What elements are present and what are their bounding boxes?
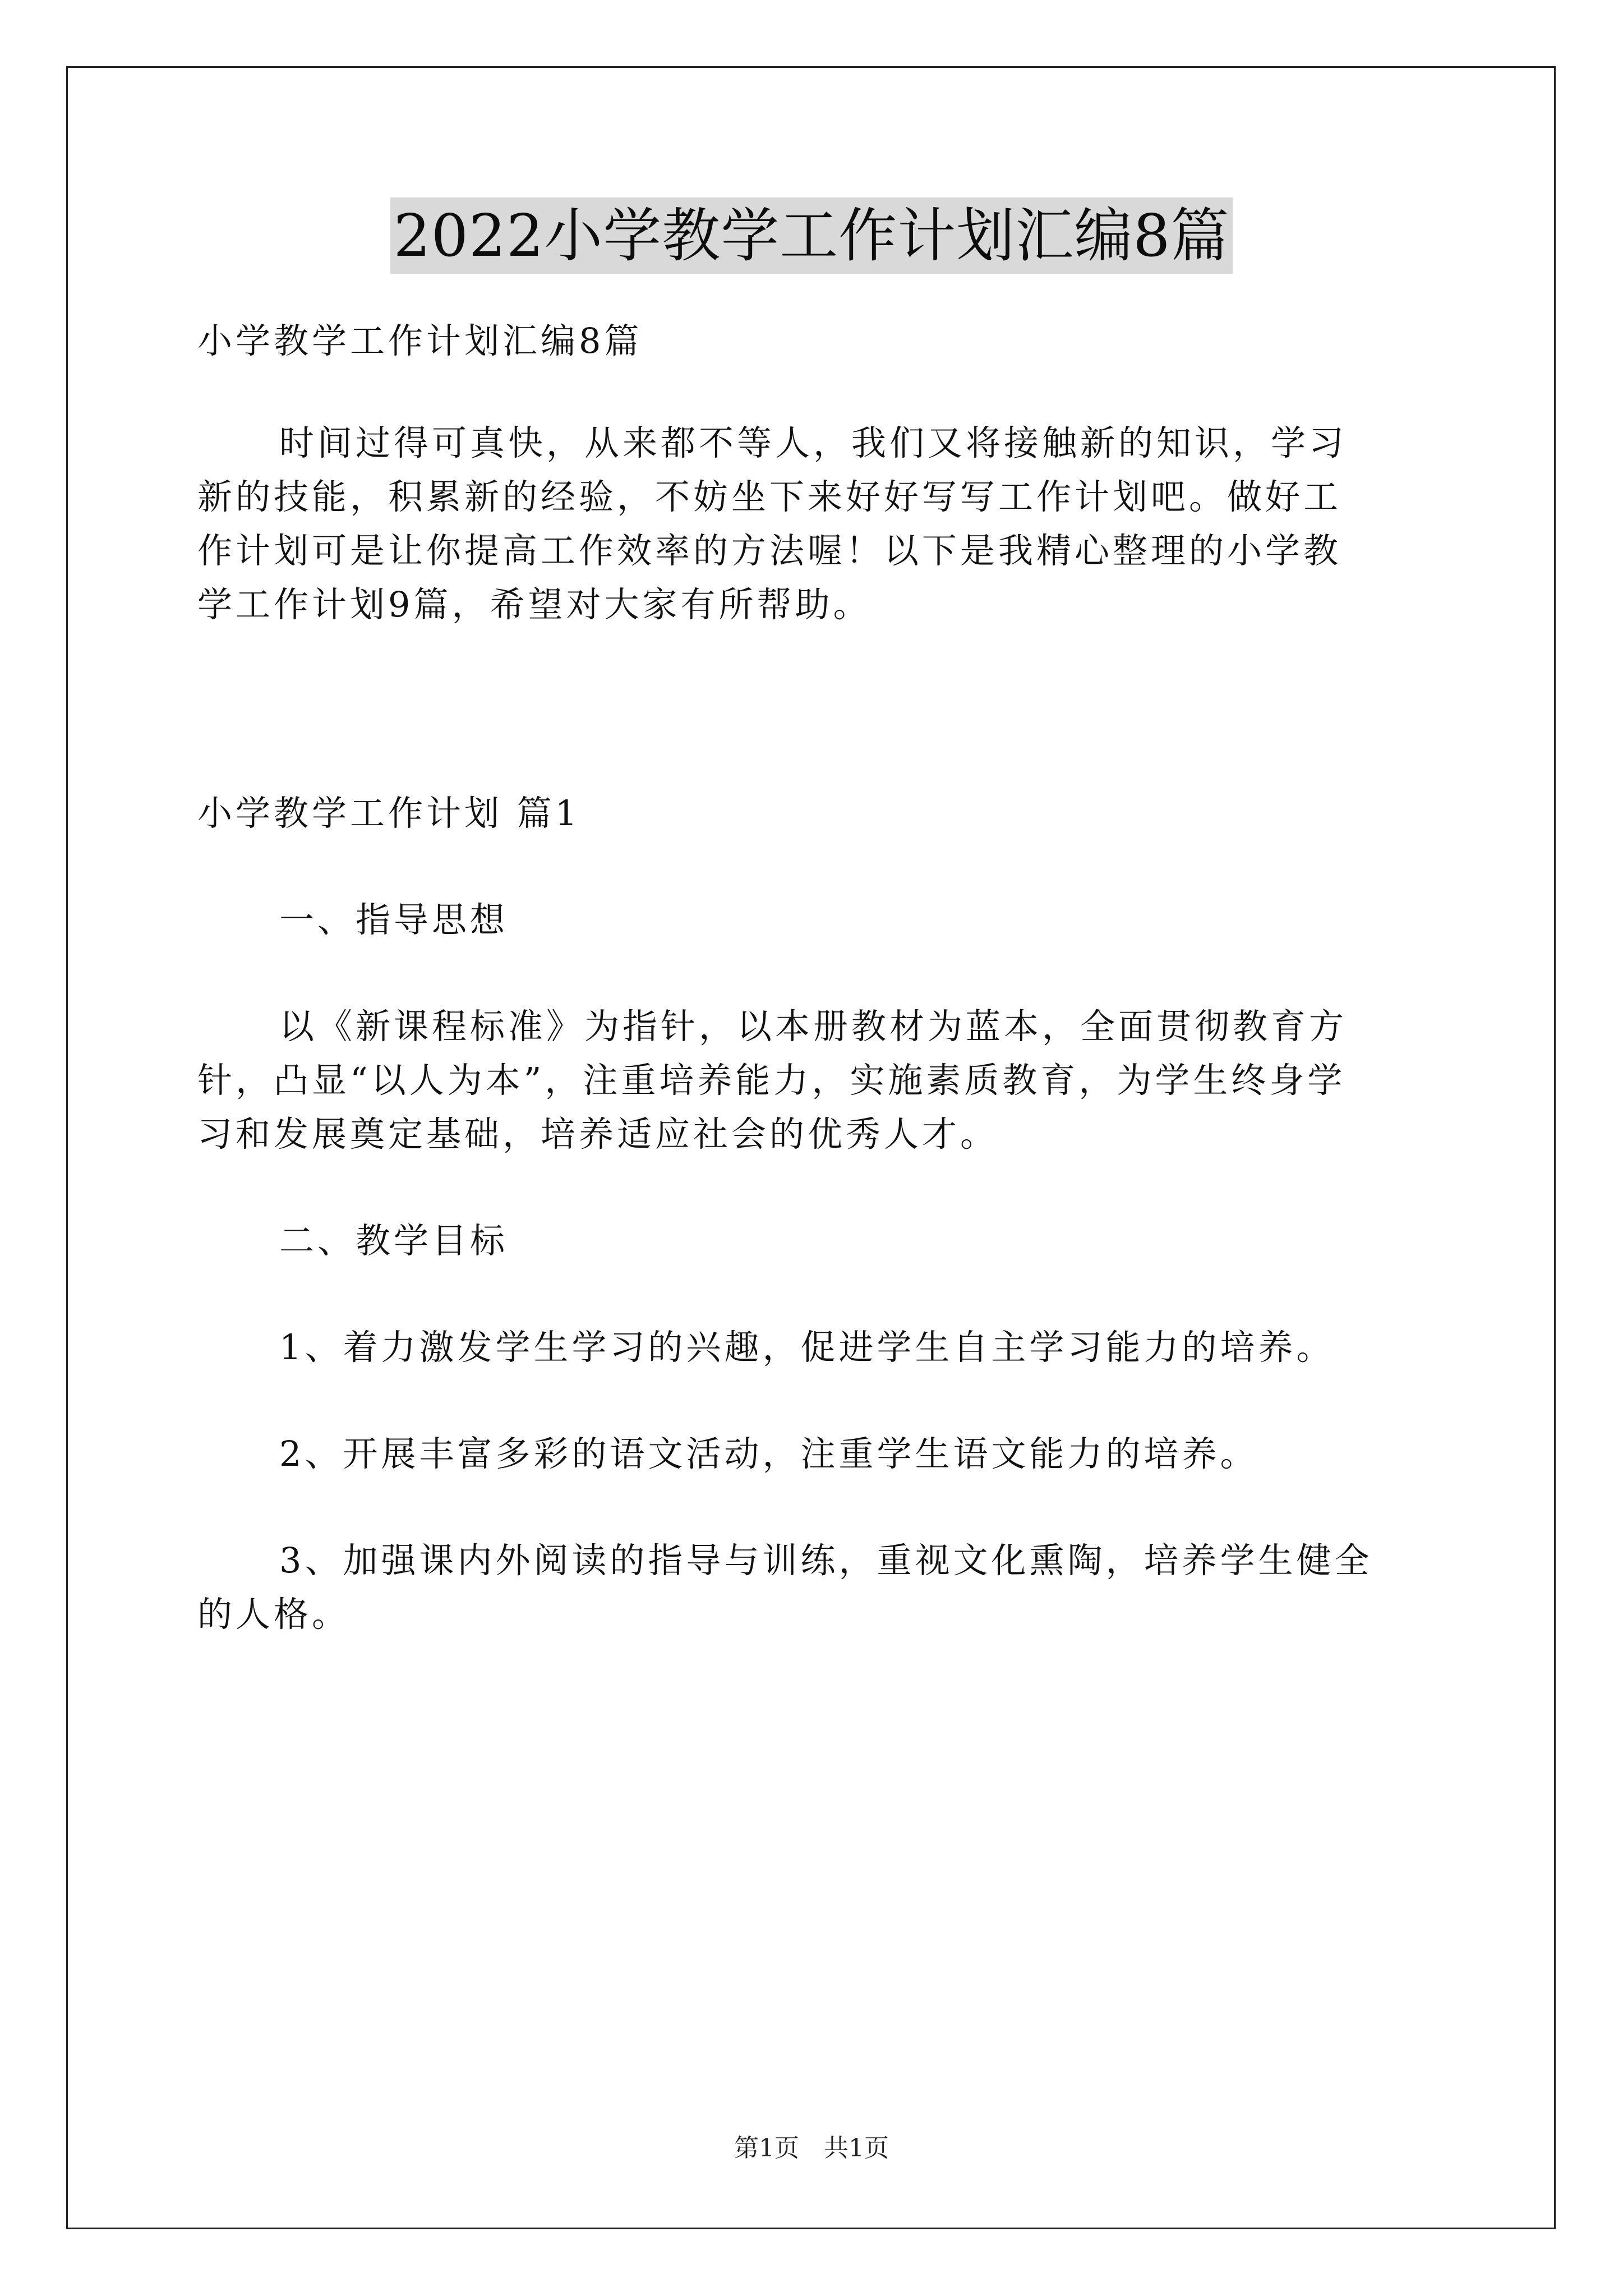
part1-line: 习和发展奠定基础，培养适应社会的优秀人才。 (197, 1114, 999, 1154)
document-subtitle: 小学教学工作计划汇编8篇 (197, 320, 643, 361)
part2-heading: 二、教学目标 (279, 1220, 509, 1261)
goal-item: 2、开展丰富多彩的语文活动，注重学生语文能力的培养。 (279, 1433, 1258, 1474)
goal-item: 1、着力激发学生学习的兴趣，促进学生自主学习能力的培养。 (279, 1327, 1335, 1368)
part1-line: 针，凸显“以人为本”，注重培养能力，实施素质教育，为学生终身学 (197, 1060, 1346, 1101)
intro-line: 新的技能，积累新的经验，不妨坐下来好好写写工作计划吧。做好工 (197, 476, 1342, 517)
section-heading: 小学教学工作计划 篇1 (197, 793, 581, 834)
intro-line: 作计划可是让你提高工作效率的方法喔！以下是我精心整理的小学教 (197, 530, 1342, 571)
document-title: 2022小学教学工作计划汇编8篇 (390, 197, 1233, 274)
page-footer (0, 2132, 1623, 2165)
page-number: 第1页 (734, 2134, 799, 2162)
part1-line: 以《新课程标准》为指针，以本册教材为蓝本，全面贯彻教育方 (279, 1006, 1348, 1047)
part1-heading: 一、指导思想 (279, 899, 509, 940)
page-total: 共1页 (824, 2134, 889, 2162)
goal-item-continued: 的人格。 (197, 1594, 351, 1635)
goal-item: 3、加强课内外阅读的指导与训练，重视文化熏陶，培养学生健全 (279, 1540, 1373, 1581)
document-body (197, 314, 1431, 1641)
intro-line: 时间过得可真快，从来都不等人，我们又将接触新的知识，学习 (279, 422, 1348, 463)
intro-line: 学工作计划9篇，希望对大家有所帮助。 (197, 584, 872, 625)
title-container (0, 197, 1623, 274)
